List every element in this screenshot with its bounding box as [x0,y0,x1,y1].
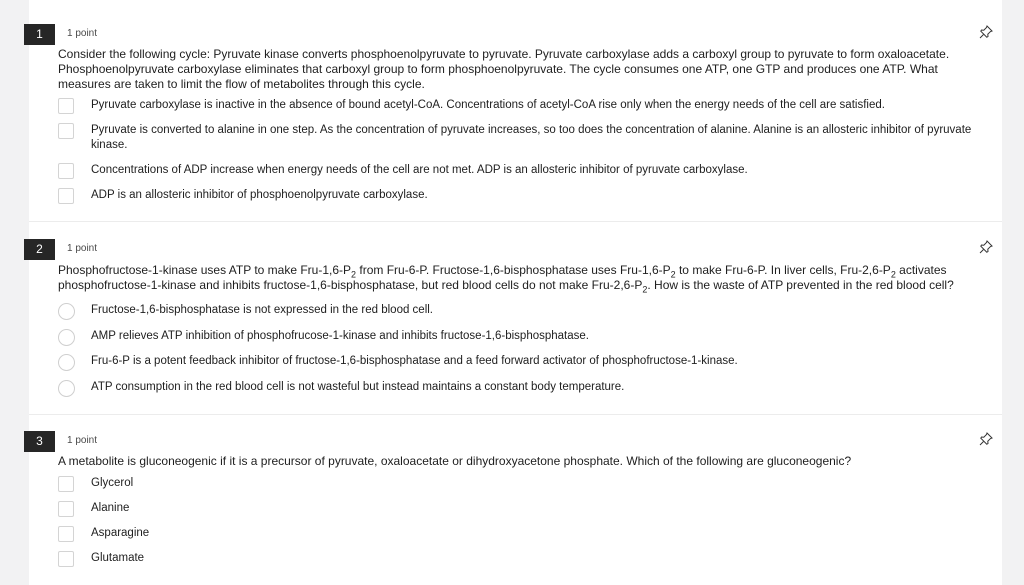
question-divider [29,221,1002,222]
pin-icon[interactable] [979,25,993,39]
pin-icon[interactable] [979,432,993,446]
option-label: ADP is an allosteric inhibitor of phosphoenolpyruvate carboxylase. [91,189,428,201]
checkbox[interactable] [58,551,74,567]
question-number: 1 [24,24,55,45]
checkbox[interactable] [58,98,74,114]
option-label: Fructose-1,6-bisphosphatase is not expressed in the red blood cell. [91,304,434,316]
question-text-part: Phosphofructose-1-kinase uses ATP to make Fru-1,6-P [58,263,352,277]
radio-button[interactable] [58,303,75,320]
option-label: Pyruvate is converted to alanine in one step. As the concentration of pyruvate increases, so too does the concentration of alanine. Alanine is an allosteric inhibitor of pyruvate kinase. [91,124,972,151]
question-number: 3 [24,431,55,452]
question-points: 1 point [67,28,98,39]
checkbox[interactable] [58,501,74,517]
option-label: ATP consumption in the red blood cell is not wasteful but instead maintains a constant body temperature. [91,381,625,393]
checkbox[interactable] [58,526,74,542]
checkbox[interactable] [58,188,74,204]
option-label: Concentrations of ADP increase when energy needs of the cell are not met. ADP is an allosteric inhibitor of pyruvate carboxylase. [91,164,748,176]
subscript: 2 [642,284,648,295]
option-label: Glutamate [91,552,145,564]
question-text: Consider the following cycle: Pyruvate kinase converts phosphoenolpyruvate to pyruvate. Pyruvate carboxylase adds a carboxyl group to pyruvate to form oxaloacetate. Phosphoenolpyruvate carboxylase eliminates that carboxyl group to form phosphoenolpyruvate. The cycle consumes one ATP, one GTP and produces one ATP. What measures are taken to limit the flow of metabolites through this cycle. [58,47,950,91]
subscript: 2 [670,269,676,280]
subscript: 2 [890,269,896,280]
question-divider [29,414,1002,415]
question-points: 1 point [67,435,98,446]
radio-button[interactable] [58,380,75,397]
question-text-part: activates phosphofructose-1-kinase and inhibits fructose-1,6-bisphosphatase, but red blood cells do not make Fru-2,6-P [58,263,947,292]
question-text-part: from Fru-6-P. Fructose-1,6-bisphosphatase uses Fru-1,6-P [356,263,671,277]
option-label: Pyruvate carboxylase is inactive in the absence of bound acetyl-CoA. Concentrations of acetyl-CoA rise only when the energy needs of the cell are satisfied. [91,99,885,111]
option-label: Asparagine [91,527,150,539]
question-text [58,263,993,293]
option-label: Fru-6-P is a potent feedback inhibitor of fructose-1,6-bisphosphatase and a feed forward activator of phosphofructose-1-kinase. [91,355,738,367]
subscript: 2 [351,269,357,280]
checkbox[interactable] [58,476,74,492]
question-points: 1 point [67,243,98,254]
question-text: A metabolite is gluconeogenic if it is a precursor of pyruvate, oxaloacetate or dihydroxyacetone phosphate. Which of the following are gluconeogenic? [58,454,852,468]
option-label: AMP relieves ATP inhibition of phosphofrucose-1-kinase and inhibits fructose-1,6-bisphosphatase. [91,330,589,342]
question-text-part: to make Fru-6-P. In liver cells, Fru-2,6-P [675,263,891,277]
option-label: Glycerol [91,477,134,489]
checkbox[interactable] [58,163,74,179]
question-number: 2 [24,239,55,260]
checkbox[interactable] [58,123,74,139]
pin-icon[interactable] [979,240,993,254]
option-label: Alanine [91,502,130,514]
radio-button[interactable] [58,329,75,346]
quiz-page [29,0,1002,585]
radio-button[interactable] [58,354,75,371]
question-text-part: . How is the waste of ATP prevented in the red blood cell? [647,278,954,292]
